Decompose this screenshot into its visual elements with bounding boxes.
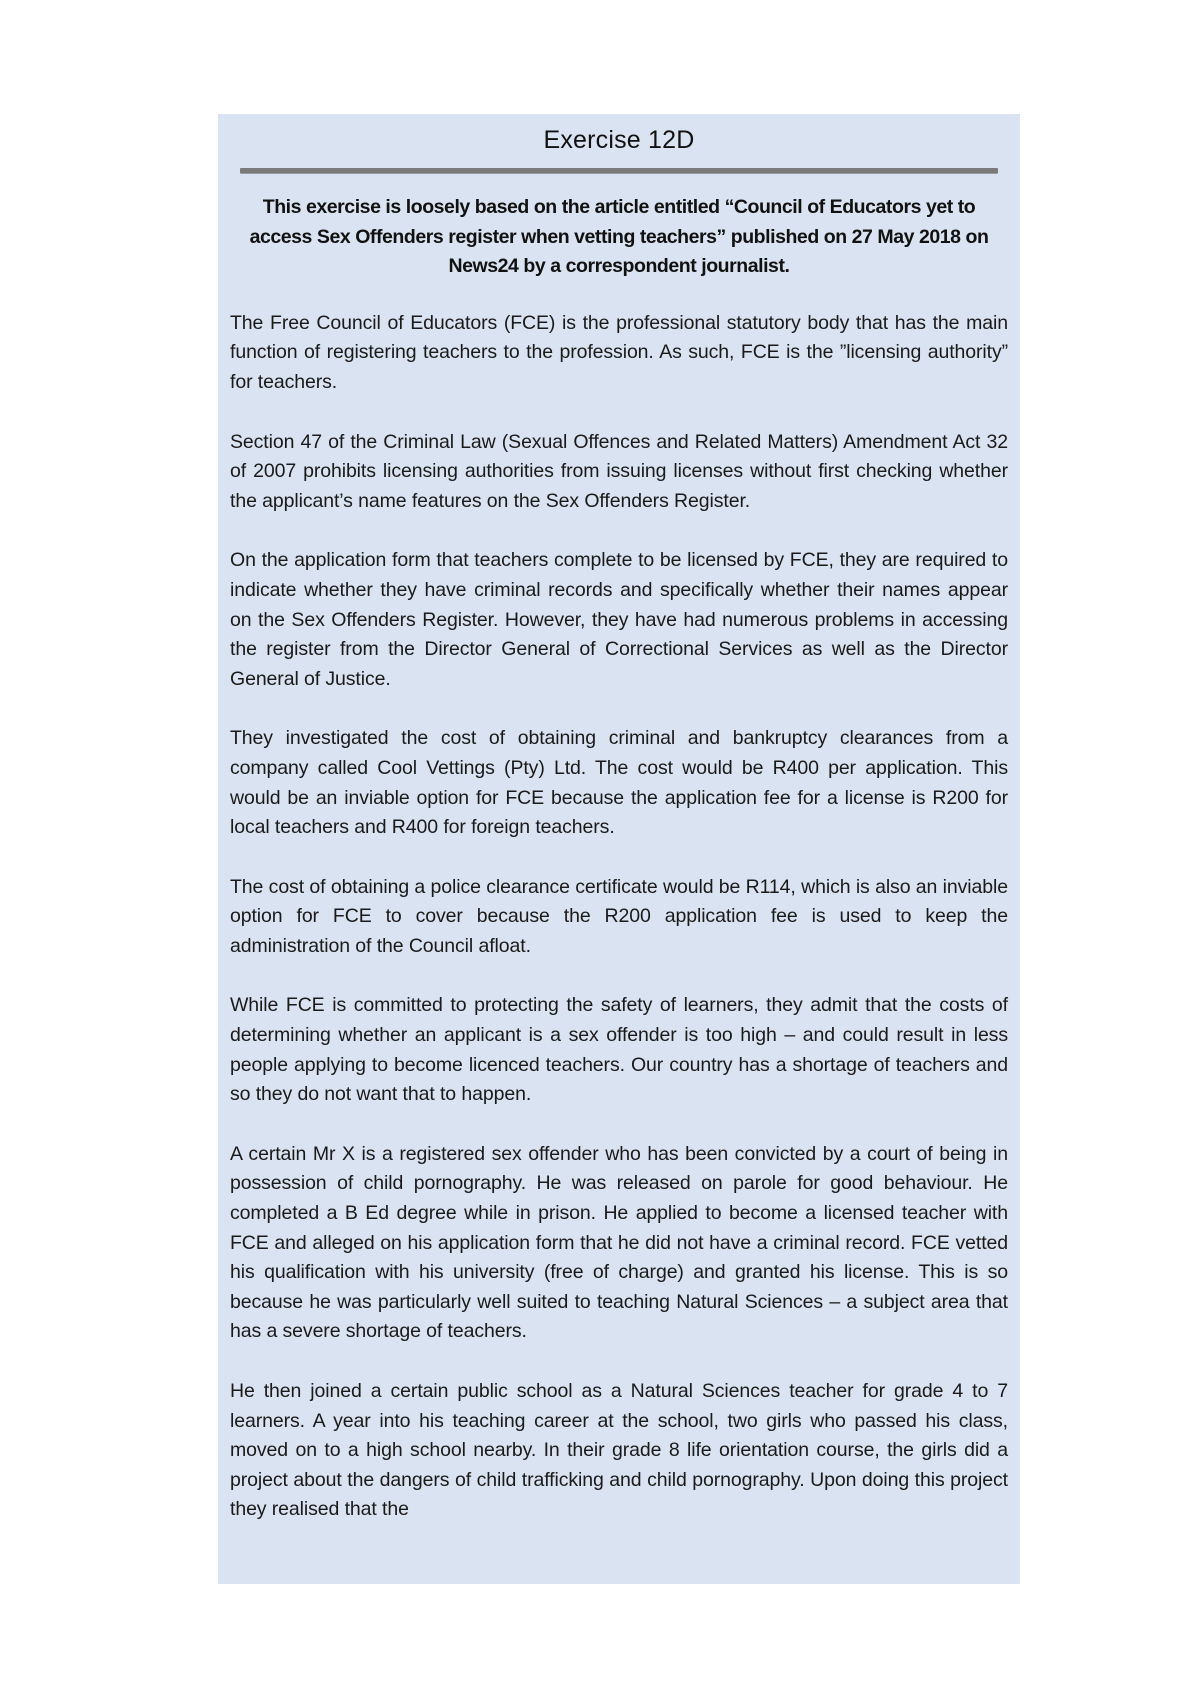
paragraph-5: The cost of obtaining a police clearance certificate would be R114, which is also an inviable option for FCE to cover because the R200 application fee is used to keep the administration of the Council afloat. [230,875,1008,957]
paragraph-8: He then joined a certain public school as a Natural Sciences teacher for grade 4 to 7 learners. A year into his teaching career at the school, two girls who passed his class, moved on to a high school nearby. In their grade 8 life orientation course, the girls did a project about the dangers of child trafficking and child pornography. Upon doing this project they realised that the [230,1380,1008,1521]
paragraph-1: The Free Council of Educators (FCE) is the professional statutory body that has the main function of registering teachers to the profession. As such, FCE is the ”licensing authority” for teachers. [230,311,1008,393]
paragraph-4: They investigated the cost of obtaining criminal and bankruptcy clearances from a company called Cool Vettings (Pty) Ltd. The cost would be R400 per application. This would be an inviable option for FCE because the application fee for a license is R200 for local teachers and R400 for foreign teachers. [230,727,1008,839]
paragraph-6: While FCE is committed to protecting the safety of learners, they admit that the costs of determining whether an applicant is a sex offender is too high – and could result in less people applying to become licenced teachers. Our country has a shortage of teachers and so they do not want that to happen. [230,994,1008,1106]
exercise-panel [218,114,1020,1584]
exercise-intro: This exercise is loosely based on the article entitled “Council of Educators yet to access Sex Offenders register when vetting teachers” published on 27 May 2018 on News24 by a correspondent journalist. [249,196,989,278]
paragraph-3: On the application form that teachers complete to be licensed by FCE, they are required to indicate whether they have criminal records and specifically whether their names appear on the Sex Offenders Register. However, they have had numerous problems in accessing the register from the Director General of Correctional Services as well as the Director General of Justice. [230,549,1008,690]
exercise-title: Exercise 12D [543,126,695,154]
paragraph-2: Section 47 of the Criminal Law (Sexual Offences and Related Matters) Amendment Act 32 of 2007 prohibits licensing authorities from issuing licenses without first checking whether the applicant’s name features on the Sex Offenders Register. [230,430,1008,512]
title-divider [240,168,998,173]
paragraph-7: A certain Mr X is a registered sex offender who has been convicted by a court of being in possession of child pornography. He was released on parole for good behaviour. He completed a B Ed degree while in prison. He applied to become a licensed teacher with FCE and alleged on his application form that he did not have a criminal record. FCE vetted his qualification with his university (free of charge) and granted his license. This is so because he was particularly well suited to teaching Natural Sciences – a subject area that has a severe shortage of teachers. [230,1142,1008,1343]
